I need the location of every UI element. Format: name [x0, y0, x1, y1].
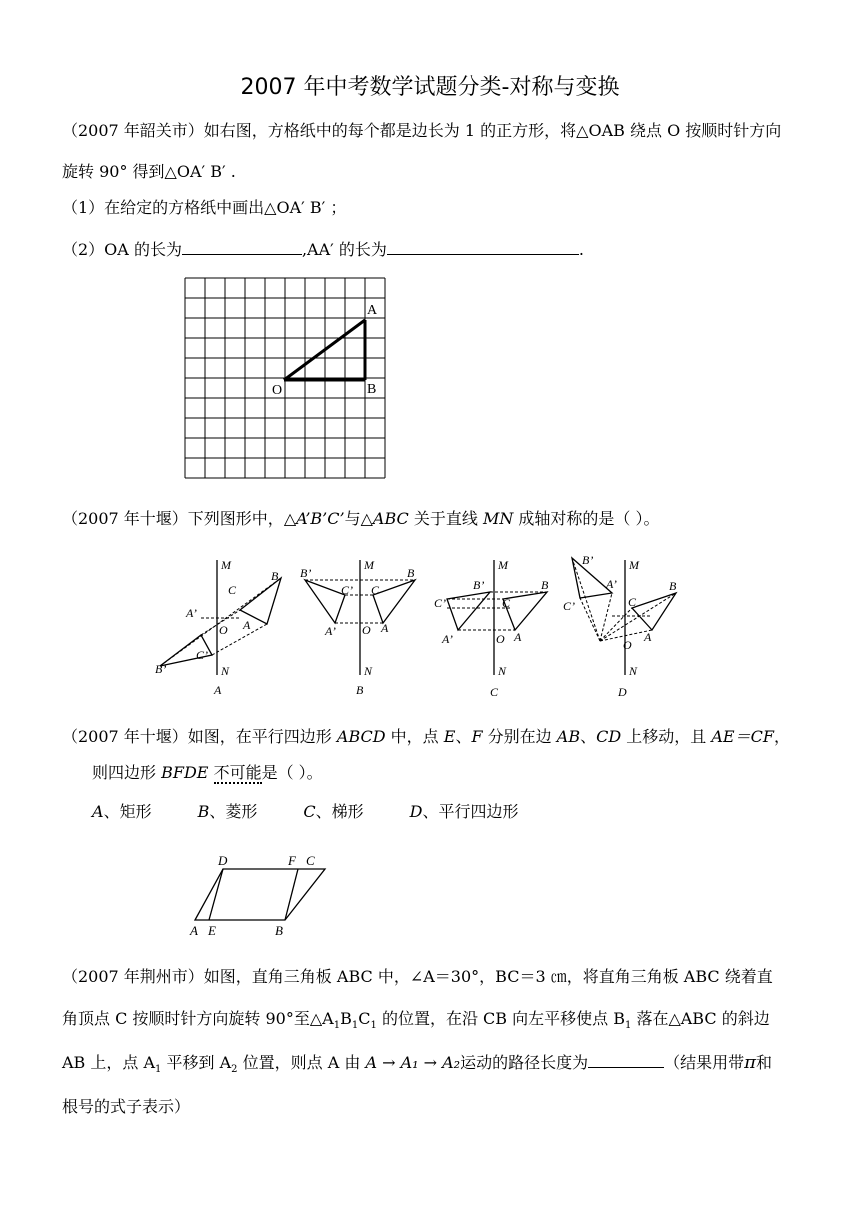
label-a-prime: A’: [186, 606, 197, 620]
q3-choices: [92, 801, 518, 823]
label-b: B: [367, 382, 377, 397]
label-a: A: [514, 630, 522, 644]
q2-option-c-figure: [430, 555, 570, 705]
choice-b[interactable]: [198, 802, 258, 821]
q4-sub: 1: [370, 1020, 377, 1032]
choice-d[interactable]: [410, 802, 519, 821]
label-c-prime: C’: [196, 648, 208, 662]
label-n: N: [221, 664, 230, 678]
label-a-prime: A’: [325, 624, 336, 638]
label-m: M: [221, 558, 231, 572]
q2-prefix: （2007 年十堰）下列图形中，: [62, 509, 284, 528]
q3-emphasis: 不可能: [213, 763, 262, 782]
q3-ab: AB: [556, 727, 581, 746]
choice-letter: D: [409, 802, 423, 821]
label-m: M: [364, 558, 374, 572]
option-caption: D: [618, 685, 627, 699]
label-c-prime: C’: [434, 596, 446, 610]
q2-option-b-figure: [295, 555, 435, 705]
q3-text-c: 分别在边: [482, 727, 557, 746]
answer-blank-oa[interactable]: [182, 237, 302, 255]
q3-sep: 、: [455, 727, 472, 746]
q1-sub2-text-a: （2）OA 的长为: [62, 240, 182, 259]
q1-sub2-text-b: ,AA′ 的长为: [301, 240, 387, 259]
choice-c[interactable]: [303, 802, 363, 821]
q4-text-e: 落在△ABC 的斜边: [631, 1009, 770, 1028]
q2-mid2: 关于直线: [408, 509, 483, 528]
q3-text-b: 中，点: [385, 727, 444, 746]
q2-mn: MN: [482, 509, 514, 528]
label-n: N: [629, 664, 638, 678]
label-b-prime: B’: [300, 566, 312, 580]
label-b-prime: B’: [582, 553, 594, 567]
answer-blank-aa[interactable]: [387, 237, 579, 255]
pi-symbol: π: [744, 1052, 756, 1073]
q1-sub2-text-c: .: [578, 240, 584, 259]
label-c-prime: C’: [563, 599, 575, 613]
label-c: C: [628, 595, 637, 609]
label-b-prime: B’: [473, 578, 485, 592]
label-o: O: [272, 383, 283, 398]
q2-tri2: △ABC: [360, 509, 409, 528]
label-b-prime: B’: [155, 662, 167, 676]
choice-text: 、矩形: [103, 802, 152, 821]
label-a: A: [243, 618, 251, 632]
choice-letter: B: [197, 802, 210, 821]
q4-text-k: 和: [755, 1053, 772, 1072]
label-c: C: [228, 583, 237, 597]
q4-line2: [62, 1008, 770, 1037]
label-b: B: [669, 579, 677, 593]
q3-line2: [92, 762, 323, 784]
grid-figure: [184, 277, 394, 487]
q1-sub2: [62, 237, 584, 261]
option-caption: C: [490, 685, 499, 699]
q4-text-g: 平移到 A: [161, 1053, 232, 1072]
q3-cd: CD: [596, 727, 622, 746]
label-c: C: [502, 596, 511, 610]
label-e: E: [208, 923, 216, 938]
q4-sub: 1: [155, 1064, 162, 1076]
q3-eq: AE＝CF: [711, 727, 774, 746]
q3-text-d: 上移动，且: [621, 727, 712, 746]
q4-line1: （2007 年荆州市）如图，直角三角板 ABC 中，∠A＝30°，BC＝3 ㎝，将直角三角板 ABC 绕着直: [62, 967, 773, 986]
q4-sub: 2: [231, 1064, 238, 1076]
label-c: C: [306, 853, 315, 868]
label-d: D: [218, 853, 228, 868]
label-a-prime: A’: [606, 577, 617, 591]
q3-text-e: 则四边形: [92, 763, 162, 782]
q1-line2: 旋转 90° 得到△OA′ B′ .: [62, 162, 236, 181]
label-n: N: [498, 664, 507, 678]
parallelogram-figure: [185, 850, 335, 940]
label-b: B: [275, 923, 283, 938]
choice-text: 、梯形: [315, 802, 364, 821]
label-a: A: [367, 303, 378, 318]
label-o: O: [219, 623, 228, 637]
option-caption: A: [214, 683, 222, 697]
q4-text-d: 的位置，在沿 CB 向左平移使点 B: [376, 1009, 625, 1028]
page-title: 2007 年中考数学试题分类-对称与变换: [240, 75, 620, 100]
q2-mid: 与: [344, 509, 361, 528]
label-a-prime: A’: [442, 632, 453, 646]
label-b: B: [541, 578, 549, 592]
label-o: O: [496, 632, 505, 646]
label-a: A: [644, 630, 652, 644]
q4-text-a: 角顶点 C 按顺时针方向旋转 90°至△A: [62, 1009, 334, 1028]
q3-text-a: （2007 年十堰）如图，在平行四边形: [62, 727, 337, 746]
q2-tri1: △A’B’C’: [283, 509, 345, 528]
q4-text-b: B: [340, 1009, 352, 1028]
label-m: M: [629, 558, 639, 572]
q3-abcd: ABCD: [336, 727, 386, 746]
choice-text: 、平行四边形: [422, 802, 519, 821]
label-o: O: [362, 623, 371, 637]
label-b: B: [407, 566, 415, 580]
answer-blank-path[interactable]: [588, 1050, 664, 1068]
label-f: F: [288, 853, 296, 868]
choice-a[interactable]: [92, 802, 152, 821]
q4-text-h: 位置，则点 A 由: [237, 1053, 366, 1072]
q4-text-i: 运动的路径长度为: [460, 1053, 589, 1072]
label-m: M: [498, 558, 508, 572]
q2-option-d-figure: [560, 548, 700, 703]
q4-sub: 1: [333, 1020, 341, 1032]
choice-letter: C: [303, 802, 316, 821]
label-a: A: [381, 621, 389, 635]
q1-line1: （2007 年韶关市）如右图，方格纸中的每个都是边长为 1 的正方形，将△OAB 绕点 O 按顺时针方向: [62, 121, 782, 140]
q3-e: E: [443, 727, 456, 746]
q2-stem: [62, 508, 660, 530]
q3-sep2: 、: [580, 727, 597, 746]
label-a: A: [190, 923, 198, 938]
label-b: B: [271, 569, 279, 583]
q4-text-j: （结果用带: [664, 1053, 745, 1072]
option-caption: B: [356, 683, 364, 697]
q3-text-f: 是（ ）。: [261, 763, 323, 782]
label-n: N: [364, 664, 373, 678]
q3-bfde: BFDE: [161, 763, 209, 782]
label-c-prime: C’: [341, 583, 353, 597]
q4-text-f: AB 上，点 A: [62, 1053, 156, 1072]
q2-suffix: 成轴对称的是（ ）。: [513, 509, 660, 528]
q4-line4: 根号的式子表示）: [62, 1097, 191, 1116]
q3-comma: ，: [773, 727, 790, 746]
label-c: C: [371, 583, 380, 597]
q3-line1: [62, 726, 790, 748]
label-o: O: [623, 638, 632, 652]
q4-line3: [62, 1050, 772, 1081]
q4-text-c: C: [358, 1009, 371, 1028]
q4-path-expression: A → A₁ → A₂: [365, 1053, 461, 1072]
q4-sub: 1: [624, 1020, 632, 1032]
choice-letter: A: [92, 802, 104, 821]
q2-option-a-figure: [150, 555, 290, 705]
q3-f: F: [471, 727, 483, 746]
choice-text: 、菱形: [209, 802, 258, 821]
q4-sub: 1: [351, 1020, 359, 1032]
q1-sub1: （1）在给定的方格纸中画出△OA′ B′ ；: [62, 198, 347, 217]
